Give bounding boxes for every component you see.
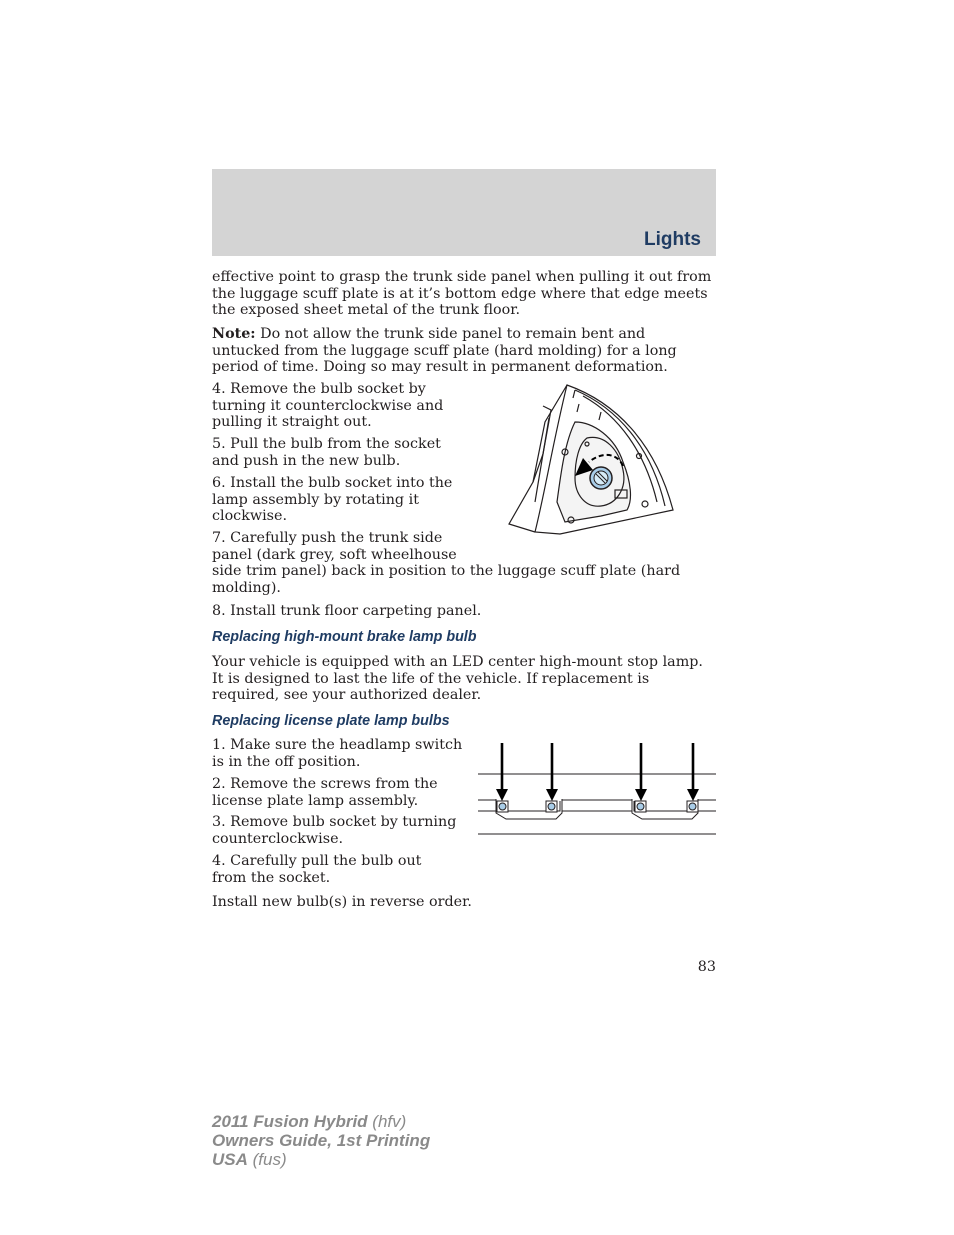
page-number: 83 <box>697 959 716 975</box>
brake-lamp-heading: Replacing high-mount brake lamp bulb <box>212 629 477 645</box>
tail-step-6: 6. Install the bulb socket into the lamp assembly by rotating it clockwise. <box>212 475 453 525</box>
document-footer <box>212 1112 430 1169</box>
intro-paragraph: effective point to grasp the trunk side panel when pulling it out from the luggage scuff plate is at it’s bottom edge where that edge meets the exposed sheet metal of the trunk floor. <box>212 269 712 319</box>
tail-step-5: 5. Pull the bulb from the socket and push in the new bulb. <box>212 436 441 469</box>
license-plate-lamp-illustration <box>476 741 716 837</box>
license-lamp-heading: Replacing license plate lamp bulbs <box>212 713 450 729</box>
license-step-1: 1. Make sure the headlamp switch is in the off position. <box>212 737 463 770</box>
footer-line-3 <box>212 1150 430 1169</box>
footer-line-1 <box>212 1112 430 1131</box>
section-title: Lights <box>644 229 701 250</box>
note-paragraph <box>212 326 716 376</box>
tail-lamp-socket-illustration <box>505 382 680 547</box>
note-label: Note: <box>212 326 256 342</box>
footer-line-2 <box>212 1131 430 1150</box>
tail-step-8: 8. Install trunk floor carpeting panel. <box>212 603 482 619</box>
bulb-socket <box>590 467 612 489</box>
note-text: Do not allow the trunk side panel to remain bent and untucked from the luggage scuff plate (hard molding) for a long period of time. Doing so may result in permanent deformation. <box>212 326 677 376</box>
license-step-2: 2. Remove the screws from the license plate lamp assembly. <box>212 776 438 809</box>
footer-market: USA <box>212 1150 248 1169</box>
brake-lamp-body: Your vehicle is equipped with an LED center high-mount stop lamp. It is designed to last the life of the vehicle. If replacement is required, see your authorized dealer. <box>212 654 703 704</box>
tail-step-7-part2: side trim panel) back in position to the luggage scuff plate (hard molding). <box>212 563 681 596</box>
footer-market-code: (fus) <box>247 1150 287 1169</box>
license-final-step: Install new bulb(s) in reverse order. <box>212 894 472 910</box>
license-step-3: 3. Remove bulb socket by turning counterclockwise. <box>212 814 457 847</box>
footer-model-code: (hfv) <box>367 1112 407 1131</box>
down-arrow-icon <box>496 743 699 801</box>
section-header-band <box>212 169 716 256</box>
tail-step-7-part1: 7. Carefully push the trunk side panel (dark grey, soft wheelhouse <box>212 530 457 563</box>
license-step-4: 4. Carefully pull the bulb out from the socket. <box>212 853 422 886</box>
footer-model: 2011 Fusion Hybrid <box>212 1112 368 1131</box>
tail-step-4: 4. Remove the bulb socket by turning it counterclockwise and pulling it straight out. <box>212 381 444 431</box>
footer-guide-edition: Owners Guide, 1st Printing <box>212 1131 431 1150</box>
